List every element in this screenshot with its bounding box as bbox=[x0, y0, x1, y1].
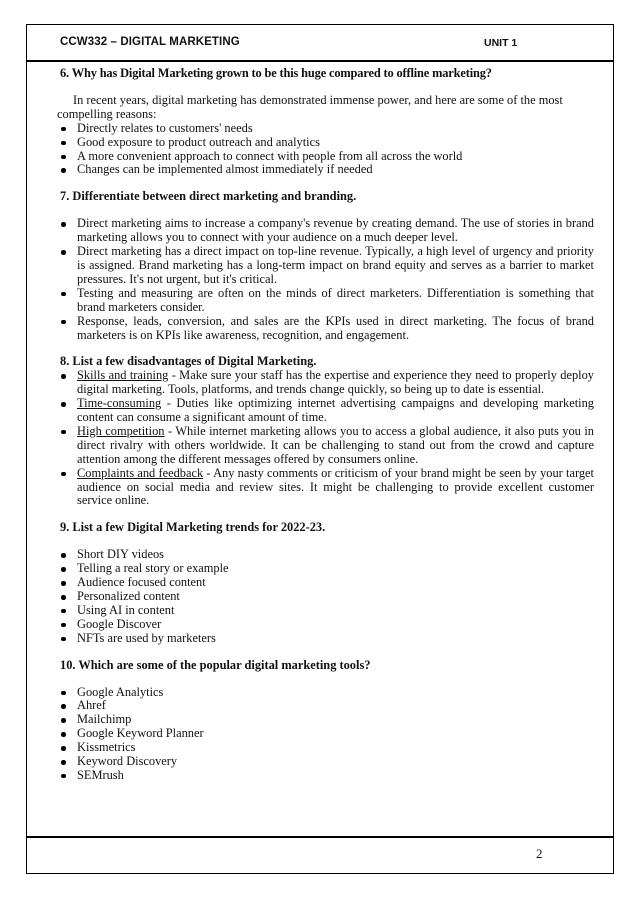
question-heading: 10. Which are some of the popular digital marketing tools? bbox=[60, 657, 371, 672]
course-title: CCW332 – DIGITAL MARKETING bbox=[60, 36, 240, 48]
list-item: NFTs are used by marketers bbox=[60, 632, 594, 646]
list-item: Keyword Discovery bbox=[60, 755, 594, 769]
question-heading: 6. Why has Digital Marketing grown to be this huge compared to offline marketing? bbox=[60, 66, 492, 80]
list-item: Direct marketing aims to increase a company's revenue by creating demand. The use of stories in brand marketing allows you to connect with your audience on a much deeper level. bbox=[60, 217, 594, 245]
bullet-list bbox=[60, 686, 594, 783]
term-label: Time-consuming bbox=[77, 396, 162, 411]
question-heading: 7. Differentiate between direct marketing and branding. bbox=[60, 189, 357, 204]
footer-divider bbox=[26, 836, 614, 838]
question-heading: 9. List a few Digital Marketing trends for 2022-23. bbox=[60, 520, 326, 535]
list-item bbox=[60, 397, 594, 425]
intro-paragraph: In recent years, digital marketing has demonstrated immense power, and here are some of the most compelling reasons: bbox=[57, 92, 563, 121]
list-item: Google Discover bbox=[60, 618, 594, 632]
term-description: - Any nasty comments or criticism of your brand might be seen by your target audience on social media and review sites. It might be challenging to provide excellent customer service online. bbox=[77, 465, 594, 508]
term-description: - Duties like optimizing internet advertising campaigns and developing marketing content can consume a significant amount of time. bbox=[77, 396, 594, 425]
term-label: Skills and training bbox=[77, 368, 169, 383]
list-item bbox=[60, 467, 594, 509]
list-item: Changes can be implemented almost immediately if needed bbox=[60, 163, 594, 177]
list-item: Short DIY videos bbox=[60, 548, 594, 562]
bullet-list bbox=[60, 548, 594, 645]
list-item: Google Keyword Planner bbox=[60, 727, 594, 741]
page-header bbox=[26, 24, 614, 62]
bullet-list bbox=[60, 122, 594, 178]
bullet-list bbox=[60, 217, 594, 342]
term-label: High competition bbox=[77, 423, 165, 438]
term-description: - Make sure your staff has the expertise and experience they need to properly deploy digital marketing. Tools, platforms, and trends change quickly, so being up to date is essential. bbox=[77, 368, 594, 397]
list-item: Telling a real story or example bbox=[60, 562, 594, 576]
term-description: - While internet marketing allows you to access a global audience, it also puts you in direct rivalry with others worldwide. It can be challenging to stand out from the crowd and capture attention among the different messages offered by consumers online. bbox=[77, 423, 594, 466]
list-item: SEMrush bbox=[60, 769, 594, 783]
list-item: Ahref bbox=[60, 699, 594, 713]
document-body bbox=[57, 62, 594, 783]
list-item bbox=[60, 425, 594, 467]
list-item: Direct marketing has a direct impact on top-line revenue. Typically, a high level of urgency and priority is assigned. Brand marketing has a long-term impact on brand equity and serves as a barrier to market pressures. It's not urgent, but it's critical. bbox=[60, 245, 594, 287]
section-q10 bbox=[60, 659, 594, 783]
list-item: Good exposure to product outreach and analytics bbox=[60, 136, 594, 150]
list-item: Directly relates to customers' needs bbox=[60, 122, 594, 136]
section-q9 bbox=[60, 521, 594, 645]
list-item: Testing and measuring are often on the minds of direct marketers. Differentiation is something that brand marketers consider. bbox=[60, 287, 594, 315]
list-item: Personalized content bbox=[60, 590, 594, 604]
list-item: Response, leads, conversion, and sales are the KPIs used in direct marketing. The focus of brand marketers is on KPIs like awareness, recognition, and engagement. bbox=[60, 315, 594, 343]
term-label: Complaints and feedback bbox=[77, 465, 204, 480]
unit-label: UNIT 1 bbox=[484, 37, 518, 49]
page-number: 2 bbox=[536, 846, 543, 861]
bullet-list bbox=[60, 369, 594, 508]
list-item: Google Analytics bbox=[60, 686, 594, 700]
question-heading: 8. List a few disadvantages of Digital Marketing. bbox=[60, 354, 317, 369]
section-q7 bbox=[60, 190, 594, 342]
list-item: A more convenient approach to connect with people from all across the world bbox=[60, 150, 594, 164]
list-item: Kissmetrics bbox=[60, 741, 594, 755]
section-q6 bbox=[57, 62, 594, 177]
list-item: Audience focused content bbox=[60, 576, 594, 590]
list-item: Mailchimp bbox=[60, 713, 594, 727]
list-item: Using AI in content bbox=[60, 604, 594, 618]
section-q8 bbox=[60, 355, 594, 508]
list-item bbox=[60, 369, 594, 397]
